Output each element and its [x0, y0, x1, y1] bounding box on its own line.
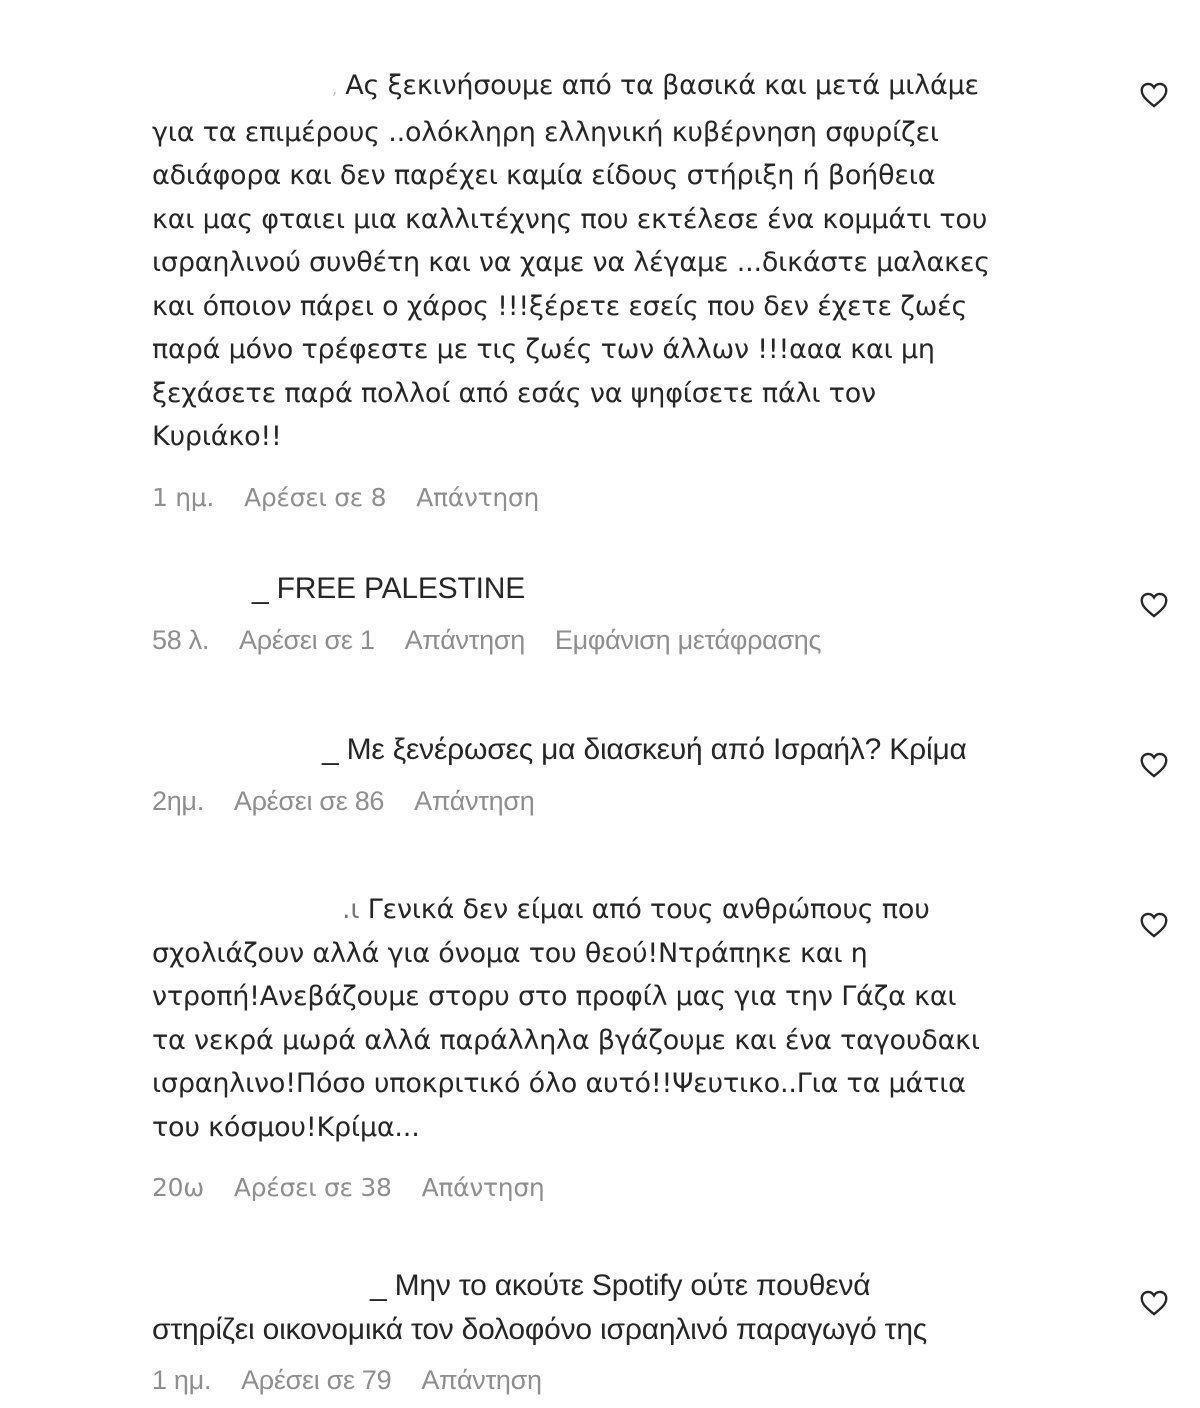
comment-text	[152, 1264, 1112, 1351]
comment-text	[152, 567, 1112, 611]
likes-count[interactable]: Αρέσει σε 86	[233, 785, 385, 816]
like-button[interactable]	[1140, 82, 1168, 108]
comment-item	[152, 1264, 1200, 1396]
heart-outline-icon	[1140, 82, 1168, 108]
comment-line: ισραηλινο!Πόσο υποκριτικό όλο αυτό!!Ψευτικο..Για τα μάτια	[152, 1068, 966, 1099]
comment-line: FREE PALESTINE	[276, 572, 526, 605]
likes-count[interactable]: Αρέσει σε 79	[241, 1365, 392, 1395]
username-redaction-remnant: ,	[332, 79, 337, 98]
comment-line: ξεχάσετε παρά πολλοί από εσάς να ψηφίσετε πάλι τον	[152, 377, 876, 409]
comment-line: ισραηλινού συνθέτη και να χαμε να λέγαμε ...δικάστε μαλακες	[152, 247, 990, 278]
comment-text	[152, 728, 1112, 772]
heart-outline-icon	[1140, 752, 1168, 778]
comment-meta	[152, 1173, 1200, 1202]
comment-line: Γενικά δεν είμαι από τους ανθρώπους που	[367, 894, 930, 925]
username-redaction-remnant: _	[322, 733, 339, 766]
comment-text	[152, 888, 1112, 1149]
comment-line: σχολιάζουν αλλά για όνομα του θεού!Ντράπηκε και η	[152, 937, 868, 969]
comment-line: αδιάφορα και δεν παρέχει καμία είδους στήριξη ή βοήθεια	[152, 160, 936, 191]
comment-line: για τα επιμέρους ..ολόκληρη ελληνική κυβέρνηση σφυρίζει	[152, 116, 939, 148]
reply-button[interactable]: Απάντηση	[404, 624, 525, 655]
comment-line: και μας φταιει μια καλλιτέχνης που εκτέλεσε ένα κομμάτι του	[152, 203, 988, 235]
comment-line: ντροπή!Ανεβάζουμε στορυ στο προφίλ μας για την Γάζα και	[152, 981, 957, 1012]
reply-button[interactable]: Απάντηση	[416, 482, 540, 512]
comment-timestamp[interactable]: 20ω	[152, 1173, 204, 1202]
comment-timestamp[interactable]: 1 ημ.	[152, 1365, 212, 1395]
comment-line: Κυριάκο!!	[152, 421, 282, 452]
like-button[interactable]	[1140, 1290, 1168, 1316]
comment-line: στηρίζει οικονομικά τον δολοφόνο ισραηλινό παραγωγό της	[152, 1312, 928, 1346]
see-translation-button[interactable]: Εμφάνιση μετάφρασης	[554, 624, 822, 655]
username-redaction-remnant: .ι	[342, 894, 360, 925]
comment-line: τα νεκρά μωρά αλλά παράλληλα βγάζουμε και ένα ταγουδακι	[152, 1024, 980, 1056]
username-redaction-remnant: _	[370, 1269, 387, 1302]
reply-button[interactable]: Απάντηση	[421, 1365, 542, 1395]
like-button[interactable]	[1140, 592, 1168, 618]
heart-outline-icon	[1140, 912, 1168, 938]
likes-count[interactable]: Αρέσει σε 8	[244, 482, 387, 512]
heart-outline-icon	[1140, 1290, 1168, 1316]
comment-meta	[152, 786, 1200, 817]
username-redaction-remnant: _	[252, 572, 269, 605]
comment-meta	[152, 625, 1200, 656]
comment-meta	[152, 483, 1200, 512]
comment-line: και όποιον πάρει ο χάρος !!!ξέρετε εσείς που δεν έχετε ζωές	[152, 290, 968, 322]
comment-timestamp[interactable]: 1 ημ.	[152, 482, 215, 512]
likes-count[interactable]: Αρέσει σε 1	[239, 624, 375, 655]
reply-button[interactable]: Απάντηση	[414, 785, 535, 816]
like-button[interactable]	[1140, 752, 1168, 778]
comment-line: παρά μόνο τρέφεστε με τις ζωές των άλλων !!!ααα και μη	[152, 334, 935, 365]
comment-item	[152, 567, 1200, 656]
comment-timestamp[interactable]: 2ημ.	[152, 785, 204, 816]
comment-text	[152, 64, 1112, 459]
comment-line: Μην το ακούτε Spotify ούτε πουθενά	[394, 1269, 871, 1302]
comment-item	[152, 728, 1200, 817]
comment-item	[152, 64, 1200, 512]
comment-timestamp[interactable]: 58 λ.	[152, 624, 210, 655]
comment-line: Ας ξεκινήσουμε από τα βασικά και μετά μιλάμε	[345, 70, 979, 101]
comment-meta	[152, 1365, 1200, 1396]
comment-line: Με ξενέρωσες μα διασκευή από Ισραήλ? Κρίμα	[346, 733, 967, 766]
comment-item	[152, 888, 1200, 1202]
heart-outline-icon	[1140, 592, 1168, 618]
comment-line: του κόσμου!Κρίμα...	[152, 1111, 420, 1143]
reply-button[interactable]: Απάντηση	[421, 1173, 545, 1202]
likes-count[interactable]: Αρέσει σε 38	[233, 1173, 392, 1202]
like-button[interactable]	[1140, 912, 1168, 938]
